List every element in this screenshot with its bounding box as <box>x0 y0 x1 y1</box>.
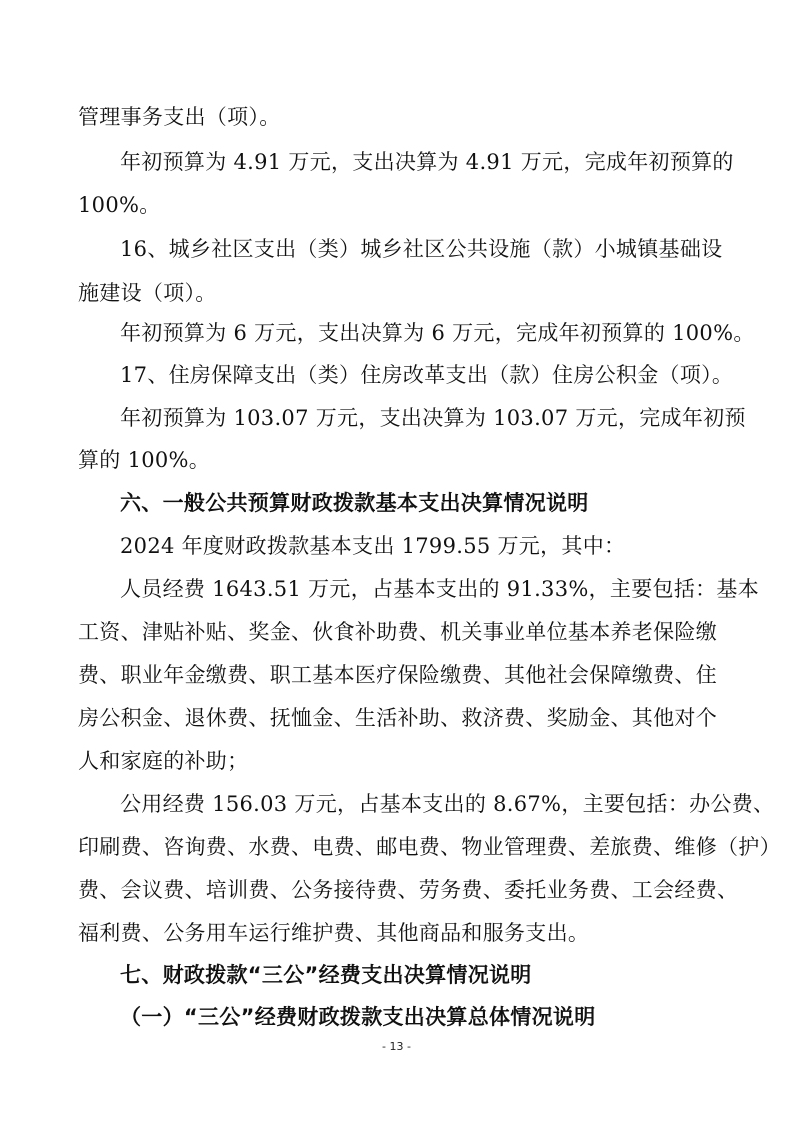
paragraph-line: 施建设（项）。 <box>78 281 217 305</box>
paragraph-line: 2024 年度财政拨款基本支出 1799.55 万元，其中： <box>120 534 626 558</box>
paragraph-line: 算的 100%。 <box>78 448 211 472</box>
paragraph-line: 人员经费 1643.51 万元，占基本支出的 91.33%，主要包括：基本 <box>120 577 760 601</box>
paragraph-line: 工资、津贴补贴、奖金、伙食补助费、机关事业单位基本养老保险缴 <box>78 620 717 644</box>
paragraph-line: 年初预算为 4.91 万元，支出决算为 4.91 万元，完成年初预算的 <box>120 150 734 174</box>
page-number: - 13 - <box>382 1040 411 1053</box>
paragraph-line: 房公积金、退休费、抚恤金、生活补助、救济费、奖励金、其他对个 <box>78 706 717 730</box>
section-heading: 六、一般公共预算财政拨款基本支出决算情况说明 <box>120 491 589 515</box>
paragraph-line: 公用经费 156.03 万元，占基本支出的 8.67%，主要包括：办公费、 <box>120 792 775 816</box>
paragraph-line: 管理事务支出（项）。 <box>78 105 281 129</box>
section-heading: 七、财政拨款“三公”经费支出决算情况说明 <box>120 963 532 987</box>
paragraph-line: 人和家庭的补助； <box>78 749 249 773</box>
paragraph-line: 16、城乡社区支出（类）城乡社区公共设施（款）小城镇基础设 <box>120 237 723 261</box>
paragraph-line: 福利费、公务用车运行维护费、其他商品和服务支出。 <box>78 921 590 945</box>
paragraph-line: 年初预算为 103.07 万元，支出决算为 103.07 万元，完成年初预 <box>120 406 746 430</box>
paragraph-line: 年初预算为 6 万元，支出决算为 6 万元，完成年初预算的 100%。 <box>120 321 755 345</box>
paragraph-line: 费、职业年金缴费、职工基本医疗保险缴费、其他社会保障缴费、住 <box>78 663 717 687</box>
paragraph-line: 100%。 <box>78 193 161 217</box>
paragraph-line: 印刷费、咨询费、水费、电费、邮电费、物业管理费、差旅费、维修（护） <box>78 835 781 859</box>
paragraph-line: 费、会议费、培训费、公务接待费、劳务费、委托业务费、工会经费、 <box>78 878 739 902</box>
paragraph-line: 17、住房保障支出（类）住房改革支出（款）住房公积金（项）。 <box>120 363 734 387</box>
subsection-heading: （一）“三公”经费财政拨款支出决算总体情况说明 <box>120 1005 596 1029</box>
